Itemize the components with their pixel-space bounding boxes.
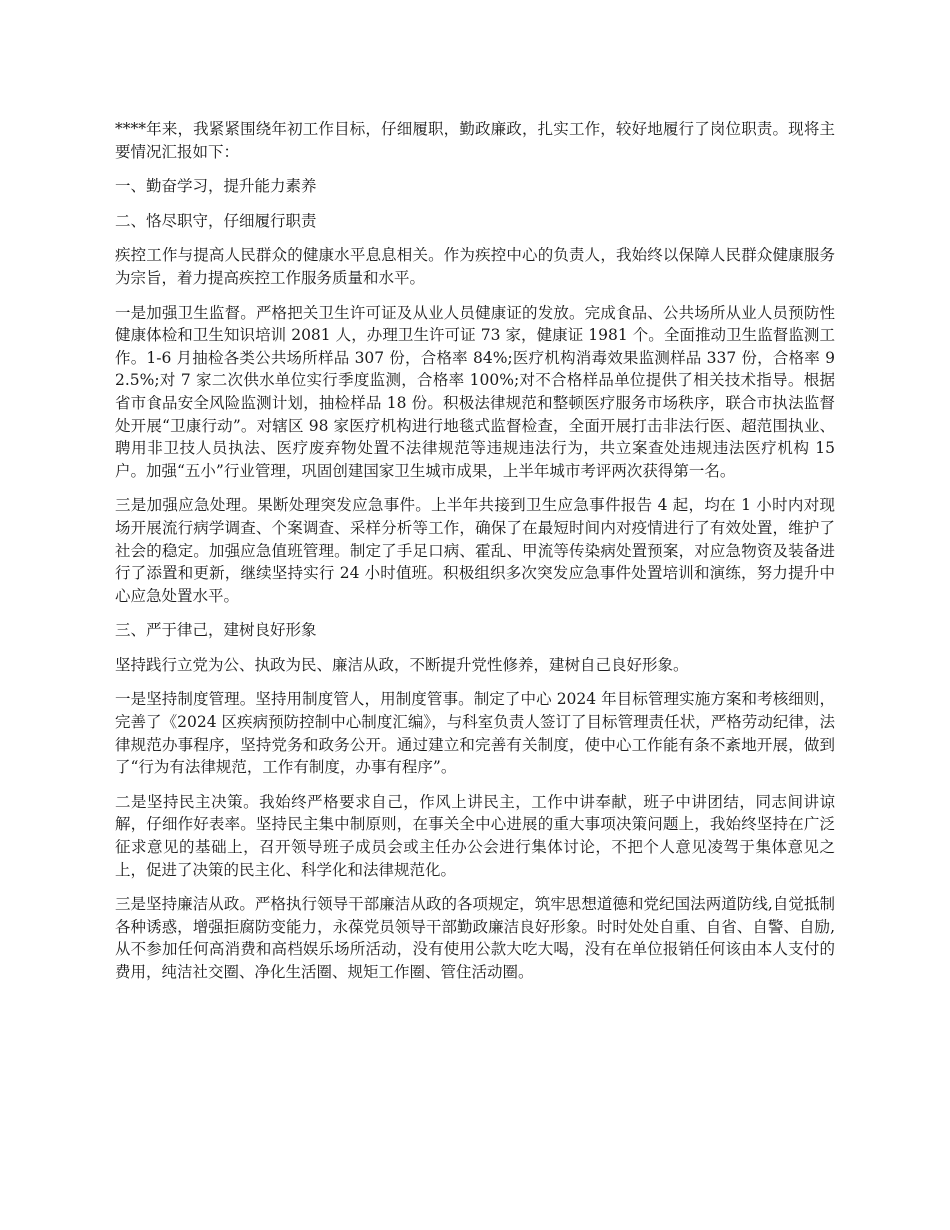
document-body bbox=[115, 118, 835, 996]
discipline-overview-paragraph: 坚持践行立党为公、执政为民、廉洁从政，不断提升党性修养，建树自己良好形象。 bbox=[115, 655, 689, 674]
duties-overview-paragraph: 疾控工作与提高人民群众的健康水平息息相关。作为疾控中心的负责人，我始终以保障人民群众健康服务为宗旨，着力提高疾控工作服务质量和水平。 bbox=[115, 246, 835, 287]
democratic-decision-paragraph: 二是坚持民主决策。我始终严格要求自己，作风上讲民主，工作中讲奉献，班子中讲团结，同志间讲谅解，仔细作好表率。坚持民主集中制原则，在事关全中心进展的重大事项决策问题上，我始终坚持在广泛征求意见的基础上，召开领导班子成员会或主任办公会进行集体讨论，不把个人意见凌驾于集体意见之上，促进了决策的民主化、科学化和法律规范化。 bbox=[115, 792, 835, 879]
section-heading-duties: 二、恪尽职守，仔细履行职责 bbox=[115, 211, 317, 230]
intro-paragraph: ****年来，我紧紧围绕年初工作目标，仔细履职，勤政廉政，扎实工作，较好地履行了岗位职责。现将主要情况汇报如下： bbox=[115, 120, 835, 161]
integrity-paragraph: 三是坚持廉洁从政。严格执行领导干部廉洁从政的各项规定，筑牢思想道德和党纪国法两道防线,自觉抵制各种诱惑，增强拒腐防变能力，永葆党员领导干部勤政廉洁良好形象。时时处处自重、自省、自警、自励,从不参加任何高消费和高档娱乐场所活动，没有使用公款大吃大喝，没有在单位报销任何该由本人支付的费用，纯洁社交圈、净化生活圈、规矩工作圈、管住活动圈。 bbox=[115, 895, 835, 981]
section-heading-discipline: 三、严于律己，建树良好形象 bbox=[115, 621, 317, 640]
system-management-paragraph: 一是坚持制度管理。坚持用制度管人，用制度管事。制定了中心 2024 年目标管理实施方案和考核细则，完善了《2024 区疾病预防控制中心制度汇编》，与科室负责人签订了目标管理责任状，严格劳动纪律，法律规范办事程序，坚持党务和政务公开。通过建立和完善有关制度，使中心工作能有条不紊地开展，做到了“行为有法律规范，工作有制度，办事有程序”。 bbox=[115, 690, 835, 777]
health-supervision-paragraph: 一是加强卫生监督。严格把关卫生许可证及从业人员健康证的发放。完成食品、公共场所从业人员预防性健康体检和卫生知识培训 2081 人，办理卫生许可证 73 家，健康证 1981 个。全面推动卫生监督监测工作。1-6 月抽检各类公共场所样品 307 份，合格率 84%;医疗机构消毒效果监测样品 337 份，合格率 92.5%;对 7 家二次供水单位实行季度监测，合格率 100%;对不合格样品单位提供了相关技术指导。根据省市食品安全风险监测计划，抽检样品 18 份。积极法律规范和整顿医疗服务市场秩序，联合市执法监督处开展“卫康行动”。对辖区 98 家医疗机构进行地毯式监督检查，全面开展打击非法行医、超范围执业、聘用非卫技人员执法、医疗废弃物处置不法律规范等违规违法行为，共立案查处违规违法医疗机构 15 户。加强“五小”行业管理，巩固创建国家卫生城市成果，上半年城市考评两次获得第一名。 bbox=[115, 303, 835, 480]
section-heading-study: 一、勤奋学习，提升能力素养 bbox=[115, 177, 317, 196]
emergency-handling-paragraph: 三是加强应急处理。果断处理突发应急事件。上半年共接到卫生应急事件报告 4 起，均在 1 小时内对现场开展流行病学调查、个案调查、采样分析等工作，确保了在最短时间内对疫情进行了有效处置，维护了社会的稳定。加强应急值班管理。制定了手足口病、霍乱、甲流等传染病处置预案，对应急物资及装备进行了添置和更新，继续坚持实行 24 小时值班。积极组织多次突发应急事件处置培训和演练，努力提升中心应急处置水平。 bbox=[115, 496, 835, 605]
